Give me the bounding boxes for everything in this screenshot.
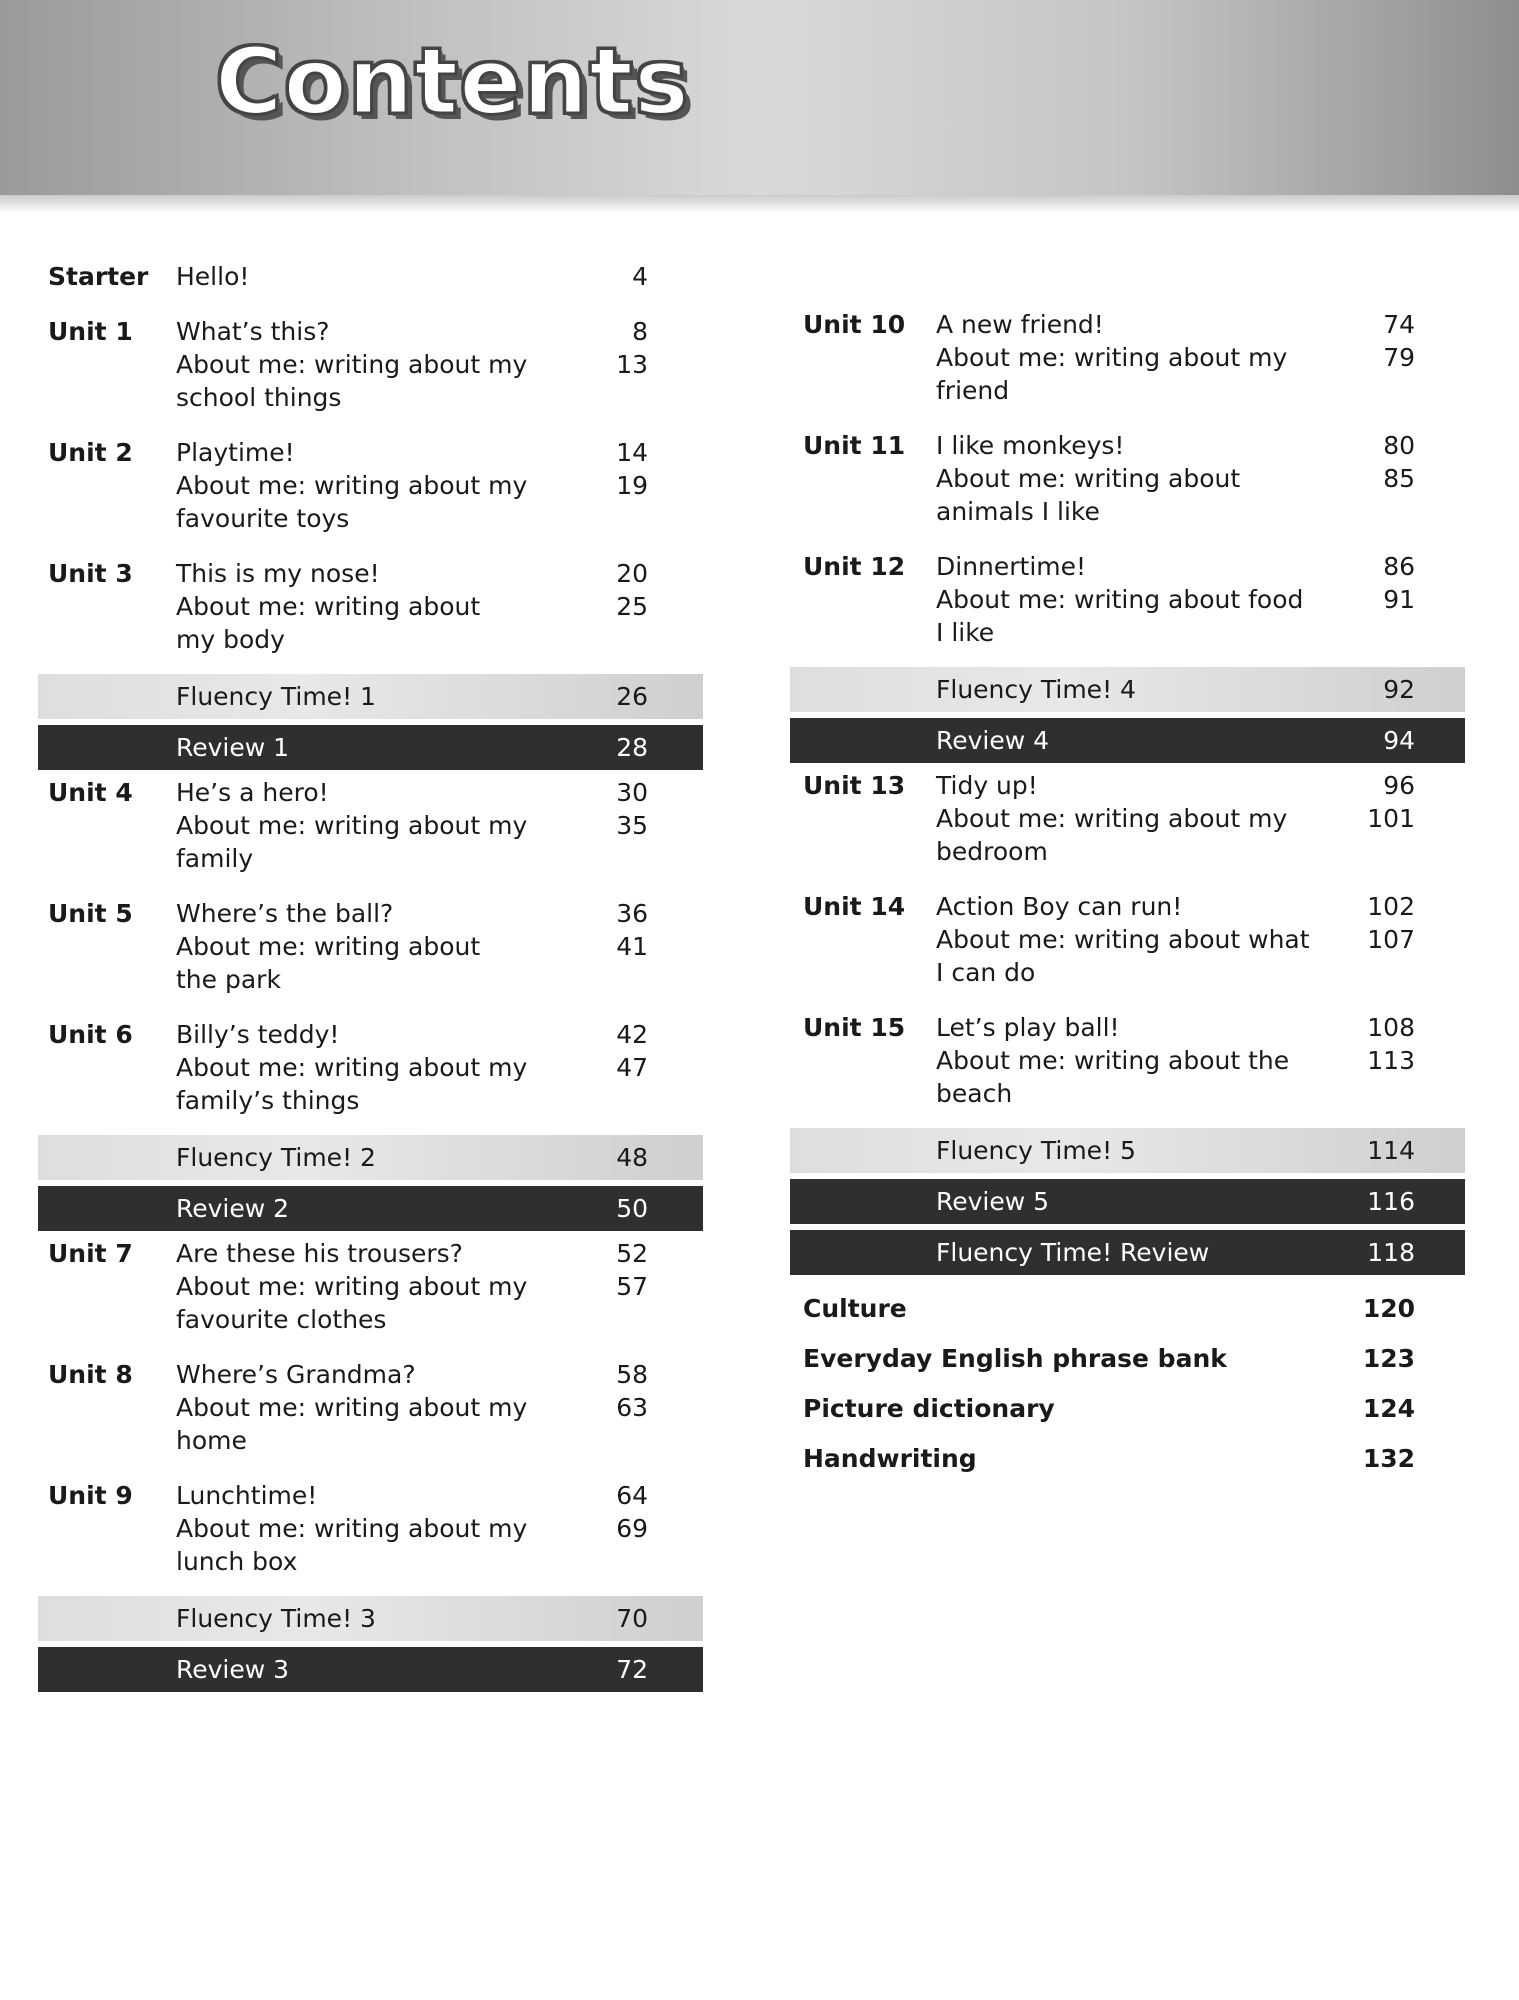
unit-page-numbers: [616, 557, 648, 623]
unit-title-line: He’s a hero!: [176, 778, 329, 807]
page-number: 101: [1367, 804, 1415, 833]
unit-page-numbers: [1367, 1011, 1415, 1077]
bar-label: Review 4: [936, 726, 1050, 755]
fluency-bar: [790, 667, 1465, 712]
unit-page-numbers: [616, 1237, 648, 1303]
unit-title-line: Billy’s teddy!: [176, 1020, 340, 1049]
fluency-bar: [38, 1135, 703, 1180]
page-number: 94: [1383, 726, 1415, 755]
page-number: 116: [1367, 1187, 1415, 1216]
page-number: 41: [616, 932, 648, 961]
header-banner: [0, 0, 1519, 195]
page-number: 108: [1367, 1013, 1415, 1042]
unit-title-line: lunch box: [176, 1547, 298, 1576]
unit-title-line: I can do: [936, 958, 1036, 987]
unit-page-numbers: [1383, 550, 1415, 616]
contents-extra-row: [790, 1342, 1465, 1375]
page-number: 48: [616, 1143, 648, 1172]
unit-title-line: This is my nose!: [176, 559, 380, 588]
unit-title-line: Action Boy can run!: [936, 892, 1183, 921]
contents-unit-row: [790, 769, 1465, 868]
contents-unit-row: [38, 1358, 703, 1457]
contents-extra-row: [790, 1392, 1465, 1425]
unit-title-line: favourite toys: [176, 504, 350, 533]
bar-label: Fluency Time! 5: [936, 1136, 1136, 1165]
unit-title-line: Let’s play ball!: [936, 1013, 1120, 1042]
contents-unit-row: [38, 897, 703, 996]
unit-titles: [176, 260, 703, 293]
contents-unit-row: [790, 1011, 1465, 1110]
contents-unit-row: [790, 550, 1465, 649]
page-number: 85: [1383, 464, 1415, 493]
unit-title-line: home: [176, 1426, 247, 1455]
unit-title-line: animals I like: [936, 497, 1100, 526]
unit-title-line: favourite clothes: [176, 1305, 387, 1334]
contents-unit-row: [38, 1018, 703, 1117]
page-number: 118: [1367, 1238, 1415, 1267]
unit-title-line: beach: [936, 1079, 1013, 1108]
bar-label: Review 5: [936, 1187, 1050, 1216]
unit-label: Unit 12: [803, 552, 906, 581]
unit-title-line: About me: writing about my: [936, 343, 1288, 372]
contents-unit-row: [38, 776, 703, 875]
unit-title-line: Tidy up!: [936, 771, 1038, 800]
page-number: 14: [616, 438, 648, 467]
unit-title-line: Are these his trousers?: [176, 1239, 463, 1268]
unit-label: Unit 13: [803, 771, 906, 800]
unit-page-numbers: [1383, 429, 1415, 495]
page-number: 79: [1383, 343, 1415, 372]
bar-label: Fluency Time! 1: [176, 682, 376, 711]
unit-title-line: About me: writing about my: [176, 1272, 528, 1301]
page-number: 35: [616, 811, 648, 840]
bar-label: Review 2: [176, 1194, 290, 1223]
unit-label: Unit 6: [48, 1020, 133, 1049]
unit-label: Unit 11: [803, 431, 906, 460]
page-number: 19: [616, 471, 648, 500]
page-number: 74: [1383, 310, 1415, 339]
unit-label: Unit 9: [48, 1481, 133, 1510]
unit-page-numbers: [616, 776, 648, 842]
page-number: 30: [616, 778, 648, 807]
review-bar: [790, 718, 1465, 763]
unit-title-line: my body: [176, 625, 285, 654]
extra-label: Picture dictionary: [803, 1394, 1055, 1423]
page-number: 92: [1383, 675, 1415, 704]
contents-unit-row: [38, 260, 703, 293]
unit-label: Unit 2: [48, 438, 133, 467]
unit-title-line: About me: writing about the: [936, 1046, 1290, 1075]
page-number: 13: [616, 350, 648, 379]
unit-title-line: friend: [936, 376, 1010, 405]
page-number: 113: [1367, 1046, 1415, 1075]
extra-label: Culture: [803, 1294, 907, 1323]
unit-page-numbers: [632, 260, 648, 293]
page-number: 26: [616, 682, 648, 711]
unit-label: Unit 15: [803, 1013, 906, 1042]
bar-label: Review 1: [176, 733, 290, 762]
unit-title-line: About me: writing about: [176, 932, 481, 961]
unit-label: Unit 1: [48, 317, 133, 346]
unit-title-line: family’s things: [176, 1086, 360, 1115]
bar-label: Review 3: [176, 1655, 290, 1684]
contents-unit-row: [38, 1237, 703, 1336]
fluency-bar: [790, 1128, 1465, 1173]
unit-page-numbers: [616, 897, 648, 963]
contents-unit-row: [38, 1479, 703, 1578]
review-bar: [38, 725, 703, 770]
unit-title-line: the park: [176, 965, 281, 994]
bar-label: Fluency Time! 4: [936, 675, 1136, 704]
page-number: 25: [616, 592, 648, 621]
page-number: 28: [616, 733, 648, 762]
unit-title-line: About me: writing about my: [176, 1514, 528, 1543]
bar-label: Fluency Time! 3: [176, 1604, 376, 1633]
unit-label: Unit 14: [803, 892, 906, 921]
extra-label: Handwriting: [803, 1444, 977, 1473]
unit-title-line: About me: writing about my: [176, 350, 528, 379]
bar-label: Fluency Time! 2: [176, 1143, 376, 1172]
unit-title-line: What’s this?: [176, 317, 330, 346]
page-number: 96: [1383, 771, 1415, 800]
contents-left-column: [38, 260, 703, 1698]
unit-label: Unit 5: [48, 899, 133, 928]
page-number: 63: [616, 1393, 648, 1422]
review-bar: [790, 1230, 1465, 1275]
page-number: 86: [1383, 552, 1415, 581]
contents-unit-row: [38, 557, 703, 656]
unit-title-line: Hello!: [176, 262, 250, 291]
unit-page-numbers: [616, 1018, 648, 1084]
unit-page-numbers: [1367, 890, 1415, 956]
contents-extra-row: [790, 1442, 1465, 1475]
bar-label: Fluency Time! Review: [936, 1238, 1210, 1267]
fluency-bar: [38, 1596, 703, 1641]
unit-label: Unit 3: [48, 559, 133, 588]
contents-extra-row: [790, 1292, 1465, 1325]
page-number: 102: [1367, 892, 1415, 921]
unit-label: Unit 4: [48, 778, 133, 807]
page-number: 91: [1383, 585, 1415, 614]
unit-title-line: About me: writing about my: [176, 811, 528, 840]
unit-label: Starter: [48, 262, 149, 291]
page-number: 50: [616, 1194, 648, 1223]
unit-title-line: A new friend!: [936, 310, 1104, 339]
page-number: 58: [616, 1360, 648, 1389]
page-number: 120: [1362, 1294, 1415, 1323]
unit-page-numbers: [616, 315, 648, 381]
unit-title-line: Dinnertime!: [936, 552, 1087, 581]
unit-page-numbers: [1367, 769, 1415, 835]
page-number: 114: [1367, 1136, 1415, 1165]
contents-unit-row: [790, 890, 1465, 989]
unit-title-line: About me: writing about: [936, 464, 1241, 493]
page-number: 132: [1362, 1444, 1415, 1473]
page-number: 69: [616, 1514, 648, 1543]
unit-page-numbers: [616, 1358, 648, 1424]
page-number: 8: [632, 317, 648, 346]
contents-unit-row: [790, 429, 1465, 528]
page-number: 20: [616, 559, 648, 588]
unit-title-line: About me: writing about my: [176, 471, 528, 500]
page-number: 4: [632, 262, 648, 291]
unit-title-line: About me: writing about my: [176, 1393, 528, 1422]
contents-unit-row: [38, 436, 703, 535]
page-number: 64: [616, 1481, 648, 1510]
unit-title-line: About me: writing about: [176, 592, 481, 621]
page-number: 123: [1362, 1344, 1415, 1373]
contents-right-column: [790, 308, 1465, 1475]
unit-page-numbers: [1383, 308, 1415, 374]
unit-label: Unit 10: [803, 310, 906, 339]
unit-title-line: About me: writing about my: [936, 804, 1288, 833]
page-number: 124: [1362, 1394, 1415, 1423]
page-number: 107: [1367, 925, 1415, 954]
unit-page-numbers: [616, 436, 648, 502]
unit-title-line: Playtime!: [176, 438, 295, 467]
unit-page-numbers: [616, 1479, 648, 1545]
unit-title-line: Where’s Grandma?: [176, 1360, 416, 1389]
contents-unit-row: [38, 315, 703, 414]
unit-title-line: About me: writing about what: [936, 925, 1310, 954]
unit-title-line: Where’s the ball?: [176, 899, 394, 928]
unit-title-line: About me: writing about food: [936, 585, 1304, 614]
unit-title-line: I like: [936, 618, 995, 647]
unit-title-line: Lunchtime!: [176, 1481, 318, 1510]
unit-title-line: school things: [176, 383, 342, 412]
unit-label: Unit 7: [48, 1239, 133, 1268]
unit-title-line: About me: writing about my: [176, 1053, 528, 1082]
extra-label: Everyday English phrase bank: [803, 1344, 1227, 1373]
unit-title-line: I like monkeys!: [936, 431, 1125, 460]
page-number: 57: [616, 1272, 648, 1301]
contents-unit-row: [790, 308, 1465, 407]
page-number: 42: [616, 1020, 648, 1049]
page-number: 52: [616, 1239, 648, 1268]
page-number: 36: [616, 899, 648, 928]
review-bar: [38, 1186, 703, 1231]
unit-title-line: bedroom: [936, 837, 1048, 866]
page-number: 47: [616, 1053, 648, 1082]
page-number: 80: [1383, 431, 1415, 460]
review-bar: [790, 1179, 1465, 1224]
page-number: 72: [616, 1655, 648, 1684]
unit-title-line: family: [176, 844, 254, 873]
unit-label: Unit 8: [48, 1360, 133, 1389]
review-bar: [38, 1647, 703, 1692]
page-title: Contents: [215, 28, 690, 135]
page-number: 70: [616, 1604, 648, 1633]
fluency-bar: [38, 674, 703, 719]
